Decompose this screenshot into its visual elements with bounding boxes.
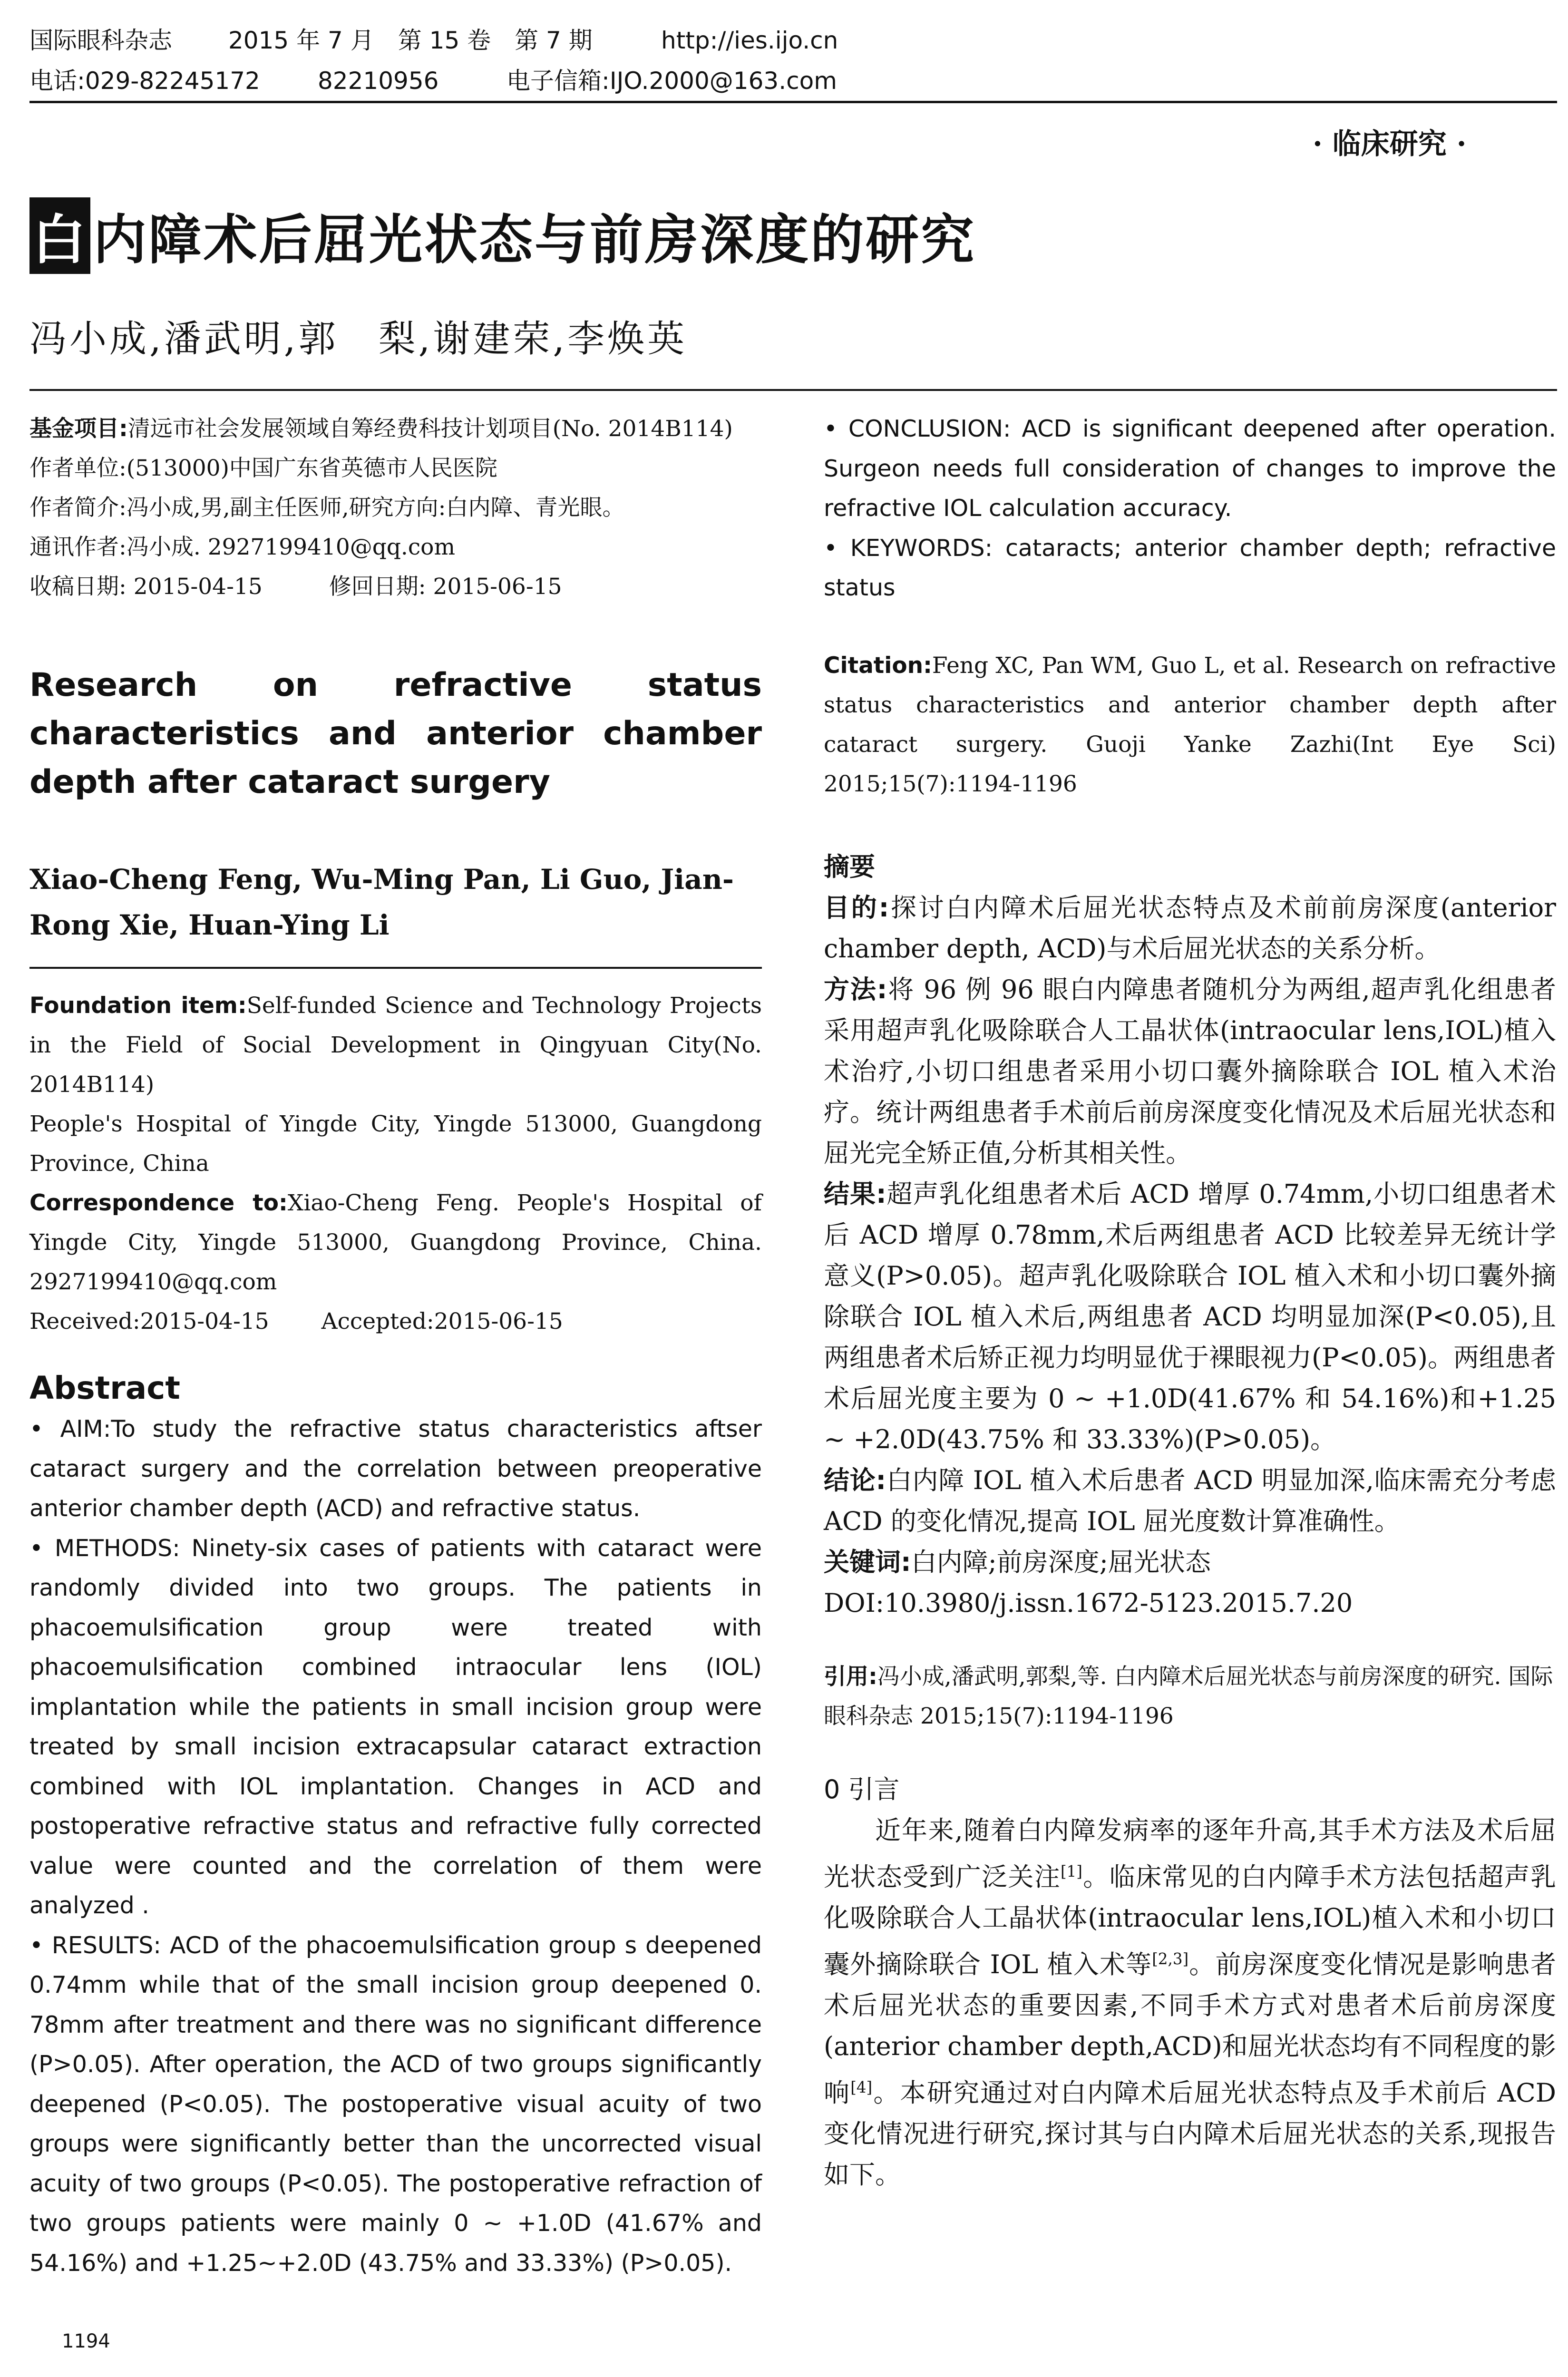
cn-results-label: 结果: bbox=[824, 1179, 886, 1209]
abstract-continued bbox=[824, 409, 1556, 608]
cn-corr: 通讯作者:冯小成. 2927199410@qq.com bbox=[29, 534, 456, 560]
phone-2: 82210956 bbox=[318, 67, 439, 95]
intro-text-1: 近年来,随着白内障发病率的逐年升高,其手术方法及术后屈光状态受到广泛关注 bbox=[824, 1815, 1556, 1892]
abstract-conclusion: • CONCLUSION: ACD is significant deepened after operation. Surgeon needs full consideration of changes to improve the refractive IOL calculation accuracy. bbox=[824, 415, 1556, 522]
cn-aim-label: 目的: bbox=[824, 892, 889, 923]
cn-results: 超声乳化组患者术后 ACD 增厚 0.74mm,小切口组患者术后 ACD 增厚 0.78mm,术后两组患者 ACD 比较差异无统计学意义(P>0.05)。超声乳化吸除联合 IOL 植入术和小切口囊外摘除联合 IOL 植入术后,两组患者 ACD 均明显加深(P<0.05),且两组患者术后矫正视力均明显优于裸眼视力(P<0.05)。两组患者术后屈光度主要为 0 ~ +1.0D(41.67% 和 54.16%)和+1.25 ~ +2.0D(43.75% 和 33.33%)(P>0.05)。 bbox=[824, 1179, 1556, 1454]
issue-info: 2015 年 7 月 第 15 卷 第 7 期 bbox=[228, 27, 593, 54]
accepted: Accepted:2015-06-15 bbox=[321, 1308, 563, 1335]
foundation-label: Foundation item: bbox=[29, 993, 247, 1019]
section-tag: · 临床研究 · bbox=[1313, 127, 1467, 161]
header-rule bbox=[29, 101, 1557, 103]
en-authors: Xiao-Cheng Feng, Wu-Ming Pan, Li Guo, Jian-Rong Xie, Huan-Ying Li bbox=[29, 863, 734, 941]
cn-meta bbox=[29, 409, 762, 606]
journal-url[interactable]: http://ies.ijo.cn bbox=[661, 27, 838, 54]
cn-abstract bbox=[824, 847, 1556, 1624]
cn-revised: 修回日期: 2015-06-15 bbox=[329, 574, 562, 600]
cn-aim: 探讨白内障术后屈光状态特点及术前前房深度(anterior chamber depth, ACD)与术后屈光状态的关系分析。 bbox=[824, 892, 1556, 964]
introduction bbox=[824, 1769, 1556, 2195]
title-rule bbox=[29, 389, 1557, 391]
intro-heading: 0 引言 bbox=[824, 1774, 900, 1804]
cn-conclusion: 白内障 IOL 植入术后患者 ACD 明显加深,临床需充分考虑 ACD 的变化情况,提高 IOL 屈光度数计算准确性。 bbox=[824, 1465, 1556, 1536]
cn-received: 收稿日期: 2015-04-15 bbox=[29, 574, 263, 600]
citation-label: Citation: bbox=[824, 652, 932, 679]
cn-unit: 作者单位:(513000)中国广东省英德市人民医院 bbox=[29, 455, 497, 481]
intro-paragraph bbox=[824, 1810, 1556, 2195]
abstract-results: • RESULTS: ACD of the phacoemulsification group s deepened 0.74mm while that of the small incision group deepened 0. 78mm after treatment and there was no significant difference (P>0.05). After operation, the ACD of two groups significantly deepened (P<0.05). The postoperative visual acuity of two groups were significantly better than the uncorrected visual acuity of two groups (P<0.05). The postoperative refraction of two groups patients were mainly 0 ~ +1.0D (41.67% and 54.16%) and +1.25~+2.0D (43.75% and 33.33%) (P>0.05). bbox=[29, 1931, 762, 2277]
citation-text: Feng XC, Pan WM, Guo L, et al. Research on refractive status characteristics and anterior chamber depth after cataract surgery. Guoji Yanke Zazhi(Int Eye Sci) 2015;15(7):1194-1196 bbox=[824, 652, 1556, 797]
intro-text-3: 。前房深度变化情况是影响患者术后屈光状态的重要因素,不同手术方式对患者术后前房深度(anterior chamber depth,ACD)和屈光状态均有不同程度的影响 bbox=[824, 1949, 1557, 2108]
abstract-body bbox=[29, 1409, 762, 2283]
left-column bbox=[29, 409, 762, 2283]
received: Received:2015-04-15 bbox=[29, 1308, 269, 1335]
fund-text: 清远市社会发展领域自筹经费科技计划项目(No. 2014B114) bbox=[127, 416, 733, 442]
cn-citation-text: 冯小成,潘武明,郭梨,等. 白内障术后屈光状态与前房深度的研究. 国际眼科杂志 2015;15(7):1194-1196 bbox=[824, 1663, 1553, 1729]
cn-methods-label: 方法: bbox=[824, 974, 887, 1004]
journal-name: 国际眼科杂志 bbox=[29, 27, 172, 54]
intro-text-4: 。本研究通过对白内障术后屈光状态特点及手术前后 ACD 变化情况进行研究,探讨其与白内障术后屈光状态的关系,现报告如下。 bbox=[824, 2077, 1557, 2190]
cn-methods: 将 96 例 96 眼白内障患者随机分为两组,超声乳化组患者采用超声乳化吸除联合人工晶状体(intraocular lens,IOL)植入术治疗,小切口组患者采用小切口囊外摘除联合 IOL 植入术治疗。统计两组患者手术前后前房深度变化情况及术后屈光状态和屈光完全矫正值,分析其相关性。 bbox=[824, 974, 1556, 1168]
ref-1[interactable]: [1] bbox=[1061, 1862, 1082, 1880]
email[interactable]: 电子信箱:IJO.2000@163.com bbox=[506, 67, 837, 95]
en-meta bbox=[29, 986, 762, 1341]
affiliation: People's Hospital of Yingde City, Yingde 513000, Guangdong Province, China bbox=[29, 1111, 762, 1177]
phone: 电话:029-82245172 bbox=[29, 67, 260, 95]
article-title bbox=[29, 197, 976, 274]
abstract-aim: • AIM:To study the refractive status characteristics aftser cataract surgery and the correlation between preoperative anterior chamber depth (ACD) and refractive status. bbox=[29, 1415, 762, 1522]
title-drop-mark: 白 bbox=[29, 197, 90, 274]
cn-keywords-label: 关键词: bbox=[824, 1547, 911, 1577]
authors-cn: 冯小成,潘武明,郭 梨,谢建荣,李焕英 bbox=[29, 318, 688, 360]
cn-citation-label: 引用: bbox=[824, 1663, 877, 1690]
abstract-methods: • METHODS: Ninety-six cases of patients with cataract were randomly divided into two groups. The patients in phacoemulsification group were treated with phacoemulsification combined intraocular lens (IOL) implantation while the patients in small incision group were treated by small incision extracapsular cataract extraction combined with IOL implantation. Changes in ACD and postoperative refractive status and refractive fully corrected value were counted and the correlation of them were analyzed . bbox=[29, 1534, 762, 1919]
cn-conclusion-label: 结论: bbox=[824, 1465, 886, 1495]
ref-3[interactable]: [4] bbox=[850, 2078, 873, 2096]
title-text: 内障术后屈光状态与前房深度的研究 bbox=[93, 209, 976, 271]
doi[interactable]: DOI:10.3980/j.issn.1672-5123.2015.7.20 bbox=[824, 1588, 1353, 1618]
cn-keywords: 白内障;前房深度;屈光状态 bbox=[911, 1547, 1211, 1577]
ref-2[interactable]: [2,3] bbox=[1152, 1949, 1189, 1968]
abstract-keywords: • KEYWORDS: cataracts; anterior chamber depth; refractive status bbox=[824, 534, 1556, 601]
intro-text-2: 。临床常见的白内障手术方法包括超声乳化吸除联合人工晶状体(intraocular lens,IOL)植入术和小切口囊外摘除联合 IOL 植入术等 bbox=[824, 1861, 1557, 1979]
corr-label: Correspondence to: bbox=[29, 1190, 288, 1216]
meta-rule bbox=[29, 967, 762, 969]
cn-citation bbox=[824, 1657, 1556, 1736]
page-number: 1194 bbox=[62, 2330, 110, 2352]
cn-abstract-heading: 摘要 bbox=[824, 851, 875, 882]
cn-bio: 作者简介:冯小成,男,副主任医师,研究方向:白内障、青光眼。 bbox=[29, 495, 625, 521]
abstract-heading: Abstract bbox=[29, 1370, 180, 1406]
right-column bbox=[824, 409, 1556, 2195]
en-title: Research on refractive status characteristics and anterior chamber depth after cataract surgery bbox=[29, 666, 762, 801]
fund-label: 基金项目: bbox=[29, 416, 128, 442]
citation bbox=[824, 646, 1556, 804]
foundation-text: Self-funded Science and Technology Projects in the Field of Social Development in Qingyuan City(No. 2014B114) bbox=[29, 993, 762, 1098]
corr-text: Xiao-Cheng Feng. People's Hospital of Yingde City, Yingde 513000, Guangdong Province, China. 2927199410@qq.com bbox=[29, 1190, 762, 1295]
